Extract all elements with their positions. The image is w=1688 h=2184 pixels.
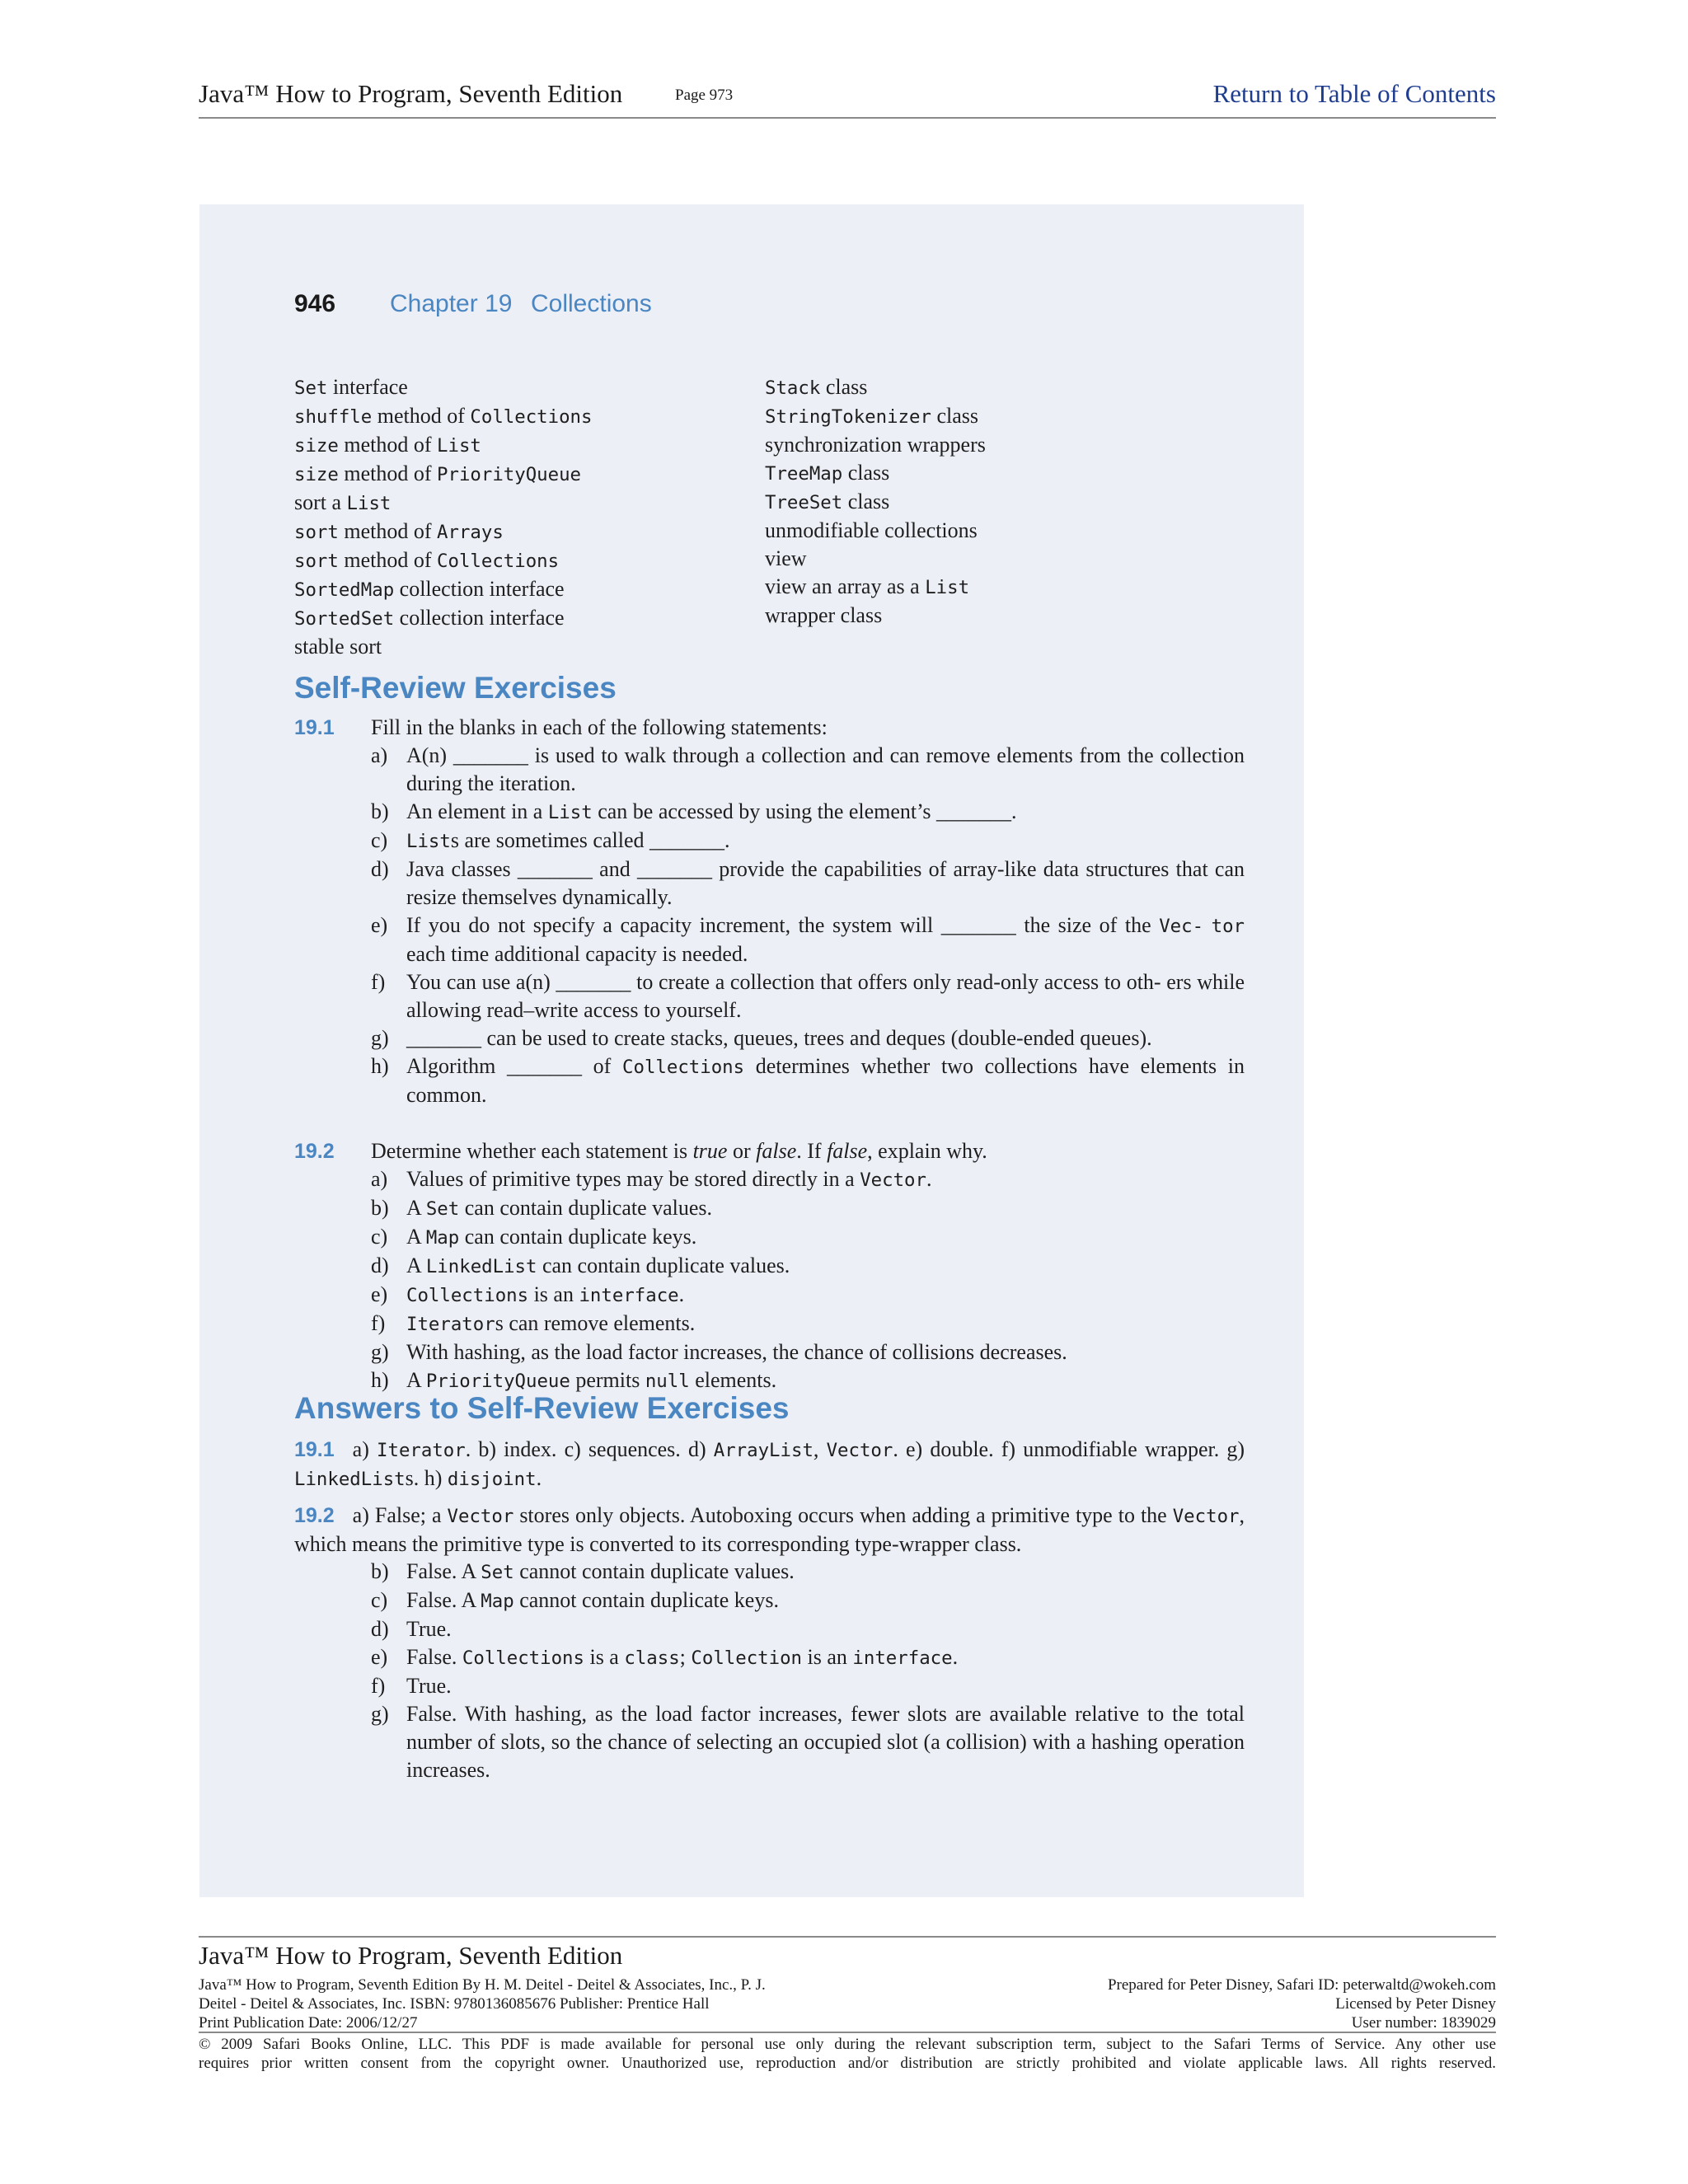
text-run: is an [528, 1282, 579, 1306]
footer-book-info: Java™ How to Program, Seventh Edition By H. M. Deitel - Deitel & Associates, Inc., P. J. [199, 1976, 766, 1994]
text-run: synchronization wrappers [765, 433, 986, 457]
text-run: A [406, 1368, 426, 1392]
item-label: g) [371, 1340, 389, 1364]
index-term [765, 373, 986, 402]
list-item [371, 1338, 1245, 1366]
code-text: interface [579, 1285, 679, 1306]
code-text: PriorityQueue [437, 464, 582, 485]
list-item [371, 1024, 1245, 1052]
text-run: is a [584, 1645, 625, 1669]
text-run: method of [338, 433, 438, 457]
text-run: , which means the primitive type is converted to its corresponding type-wrapper class. [294, 1503, 1245, 1556]
code-text: Collections [462, 1647, 584, 1669]
text-run: With hashing, as the load factor increases, the chance of collisions decreases. [406, 1340, 1067, 1364]
index-term [294, 575, 592, 604]
item-label: b) [371, 1196, 389, 1220]
answer-text [294, 1503, 1245, 1556]
index-term [765, 573, 986, 602]
code-text: Collection [691, 1647, 803, 1669]
footer-book-title: Java™ How to Program, Seventh Edition [199, 1941, 623, 1970]
text-run: view [765, 546, 807, 570]
text-run: a) False; a [352, 1503, 448, 1527]
index-term [765, 459, 986, 488]
index-term [294, 633, 592, 661]
text-run: A [406, 1225, 426, 1249]
text-run: can contain duplicate keys. [459, 1225, 697, 1249]
text-run: You can use a(n) _______ to create a collection that offers only read-only access to oth- ers while allowing read–write access to yourself. [406, 970, 1245, 1022]
index-term [294, 489, 592, 518]
emphasis-text: false [756, 1139, 797, 1163]
text-run: . If [796, 1139, 828, 1163]
code-text: Collections [437, 551, 560, 572]
code-text: size [294, 435, 339, 457]
text-run: s. h) [405, 1466, 448, 1490]
list-item [371, 742, 1245, 798]
item-label: c) [371, 1225, 388, 1249]
list-item [371, 1194, 1245, 1223]
code-text: null [645, 1371, 690, 1392]
answer-number: 19.1 [294, 1438, 335, 1461]
list-item [371, 1558, 1245, 1586]
item-label: f) [371, 970, 386, 994]
exercise-number: 19.2 [294, 1140, 335, 1163]
exercise-number: 19.1 [294, 716, 335, 739]
code-text: PriorityQueue [425, 1371, 570, 1392]
text-run: . [926, 1167, 932, 1191]
book-page [199, 204, 1304, 1897]
item-label: c) [371, 1588, 388, 1612]
index-term [294, 373, 592, 402]
code-text: Vector [447, 1506, 514, 1527]
code-text: List [547, 802, 593, 823]
list-item [371, 1281, 1245, 1310]
item-label: c) [371, 828, 388, 852]
code-text: Set [481, 1562, 514, 1583]
item-label: b) [371, 1559, 389, 1583]
text-run: can contain duplicate values. [537, 1254, 790, 1277]
text-run: Values of primitive types may be stored directly in a [406, 1167, 860, 1191]
text-run: method of [338, 548, 438, 572]
code-text: List [406, 831, 451, 852]
text-run: True. [406, 1617, 452, 1641]
answer-text [294, 1437, 1245, 1490]
page-number: 946 [294, 290, 336, 317]
text-run: s can remove elements. [495, 1311, 696, 1335]
code-text: Stack [765, 377, 821, 399]
index-term [765, 517, 986, 545]
index-term [294, 431, 592, 460]
code-text: tor [1211, 916, 1245, 937]
code-text: interface [852, 1647, 953, 1669]
item-label: g) [371, 1702, 389, 1726]
list-item [371, 1165, 1245, 1194]
text-run: False. With hashing, as the load factor increases, fewer slots are available relative to the total number of slots, so the chance of selecting an occupied slot (a collision) with a hashing operation increases. [406, 1702, 1245, 1782]
text-run: class [842, 490, 890, 513]
code-text: TreeSet [765, 492, 843, 513]
footer-divider [199, 1936, 1496, 1938]
list-item [371, 912, 1245, 968]
code-text: StringTokenizer [765, 406, 931, 428]
footer-pub-date: Print Publication Date: 2006/12/27 [199, 2014, 418, 2032]
self-review-heading: Self-Review Exercises [294, 671, 617, 705]
code-text: ArrayList [713, 1440, 814, 1461]
text-run: interface [327, 375, 408, 399]
item-label: f) [371, 1674, 386, 1698]
text-run: True. [406, 1674, 452, 1698]
code-text: LinkedList [294, 1469, 406, 1490]
answer-number: 19.2 [294, 1504, 335, 1527]
code-text: Vec- [1159, 916, 1204, 937]
answers-heading: Answers to Self-Review Exercises [294, 1391, 790, 1425]
text-run: Java classes _______ and _______ provide the capabilities of array-like data structures that can resize themselves dynamically. [406, 857, 1245, 909]
code-text: LinkedList [425, 1256, 537, 1277]
text-run [1203, 913, 1212, 937]
text-run: can be accessed by using the element’s _______. [592, 799, 1017, 823]
text-run: each time additional capacity is needed. [406, 942, 748, 966]
item-label: e) [371, 913, 388, 937]
code-text: shuffle [294, 406, 373, 428]
code-text: Set [294, 377, 328, 399]
code-text: Collections [470, 406, 593, 428]
index-term [765, 488, 986, 517]
book-title: Java™ How to Program, Seventh Edition [199, 79, 623, 108]
item-label: d) [371, 857, 389, 881]
index-term [765, 602, 986, 630]
text-run: method of [338, 519, 438, 543]
footer-prepared-for: Prepared for Peter Disney, Safari ID: peterwaltd@wokeh.com [1107, 1976, 1496, 1994]
exercise-prompt [371, 1137, 987, 1165]
code-text: Map [481, 1591, 514, 1612]
key-terms-left-column [294, 373, 592, 661]
code-text: Set [425, 1198, 460, 1220]
list-item [371, 1252, 1245, 1281]
text-run: class [820, 375, 868, 399]
text-run: . b) index. c) sequences. d) [465, 1437, 714, 1461]
item-label: e) [371, 1645, 388, 1669]
index-term [294, 518, 592, 546]
text-run: . [952, 1645, 959, 1669]
text-run: view an array as a [765, 574, 926, 598]
text-run: sort a [294, 490, 347, 514]
text-run: method of [372, 404, 471, 428]
code-text: Collections [622, 1057, 745, 1078]
text-run: stable sort [294, 635, 382, 658]
code-text: Vector [860, 1169, 926, 1191]
text-run: A(n) _______ is used to walk through a collection and can remove elements from the collection during the iteration. [406, 743, 1245, 795]
index-term [765, 545, 986, 573]
text-run: Determine whether each statement is [371, 1139, 693, 1163]
footer-book-info: Deitel - Deitel & Associates, Inc. ISBN: 9780136085676 Publisher: Prentice Hall [199, 1995, 710, 2013]
text-run: unmodifiable collections [765, 518, 978, 542]
footer-licensed-by: Licensed by Peter Disney [1335, 1995, 1496, 2013]
exercise-prompt: Fill in the blanks in each of the following statements: [371, 715, 828, 739]
exercise-19-1-items [371, 742, 1245, 1109]
text-run: can contain duplicate values. [459, 1196, 713, 1220]
text-run: s are sometimes called _______. [450, 828, 730, 852]
footer-divider [199, 2032, 1496, 2033]
text-run: A [406, 1196, 426, 1220]
text-run: . e) double. f) unmodifiable wrapper. g) [893, 1437, 1245, 1461]
list-item [371, 855, 1245, 912]
text-run: If you do not specify a capacity increment, the system will _______ the size of the [406, 913, 1160, 937]
item-label: d) [371, 1254, 389, 1277]
emphasis-text: false [827, 1139, 868, 1163]
code-text: Map [425, 1227, 460, 1249]
item-label: f) [371, 1311, 386, 1335]
text-run: cannot contain duplicate values. [513, 1559, 795, 1583]
code-text: Collections [406, 1285, 529, 1306]
item-label: h) [371, 1368, 389, 1392]
item-label: a) [371, 743, 388, 767]
answer-19-2 [294, 1502, 1245, 1558]
code-text: Vector [1172, 1506, 1240, 1527]
code-text: sort [294, 551, 339, 572]
text-run: , [813, 1437, 827, 1461]
list-item [371, 827, 1245, 855]
footer-copyright: requires prior written consent from the copyright owner. Unauthorized use, reproduction and/or distribution are strictly prohibited and violate applicable laws. All rights reserved. [199, 2055, 1496, 2072]
item-label: e) [371, 1282, 388, 1306]
item-label: h) [371, 1054, 389, 1078]
item-label: a) [371, 1167, 388, 1191]
index-term [294, 402, 592, 431]
code-text: Iterator [406, 1314, 495, 1335]
code-text: Iterator [377, 1440, 466, 1461]
chapter-label: Chapter 19 [390, 290, 513, 317]
text-run: Algorithm _______ of [406, 1054, 623, 1078]
text-run: is an [802, 1645, 853, 1669]
list-item [371, 1700, 1245, 1784]
code-text: List [346, 493, 392, 514]
list-item [371, 1672, 1245, 1700]
code-text: size [294, 464, 339, 485]
answer-19-1 [294, 1436, 1245, 1493]
list-item [371, 1643, 1245, 1672]
list-item [371, 1615, 1245, 1643]
text-run: collection interface [394, 577, 565, 601]
item-label: g) [371, 1026, 389, 1050]
emphasis-text: true [692, 1139, 728, 1163]
code-text: disjoint [447, 1469, 537, 1490]
index-term [294, 460, 592, 489]
text-run: False. A [406, 1588, 481, 1612]
list-item [371, 1223, 1245, 1252]
text-run: . [678, 1282, 685, 1306]
list-item [371, 1310, 1245, 1338]
code-text: List [925, 577, 970, 598]
text-run: elements. [689, 1368, 777, 1392]
text-run: determines whether two collections have elements in common. [406, 1054, 1245, 1107]
text-run: a) [352, 1437, 377, 1461]
footer-user-number: User number: 1839029 [1351, 2014, 1496, 2032]
text-run: method of [338, 462, 438, 485]
index-term [765, 402, 986, 431]
index-term [765, 431, 986, 459]
code-text: class [624, 1647, 680, 1669]
exercise-19-2-items [371, 1165, 1245, 1395]
list-item [371, 798, 1245, 827]
text-run: collection interface [394, 606, 565, 630]
index-term [294, 546, 592, 575]
text-run: class [931, 404, 978, 428]
text-run: False. [406, 1645, 462, 1669]
text-run: wrapper class [765, 603, 883, 627]
key-terms-right-column [765, 373, 986, 630]
footer-copyright: © 2009 Safari Books Online, LLC. This PDF is made available for personal use only during the relevant subscription term, subject to the Safari Terms of Service. Any other use [199, 2036, 1496, 2053]
text-run: ; [679, 1645, 692, 1669]
code-text: Arrays [437, 522, 504, 543]
code-text: List [437, 435, 481, 457]
text-run: A [406, 1254, 426, 1277]
item-label: d) [371, 1617, 389, 1641]
answer-19-2-items [371, 1558, 1245, 1784]
code-text: sort [294, 522, 339, 543]
text-run: or [727, 1139, 757, 1163]
chapter-name: Collections [531, 290, 652, 317]
code-text: SortedMap [294, 579, 395, 601]
running-header [199, 79, 1496, 119]
item-label: b) [371, 799, 389, 823]
text-run: _______ can be used to create stacks, queues, trees and deques (double-ended queues). [406, 1026, 1152, 1050]
code-text: Vector [826, 1440, 893, 1461]
page-reference: Page 973 [675, 87, 734, 104]
text-run: . [536, 1466, 542, 1490]
list-item [371, 968, 1245, 1024]
text-run: , explain why. [867, 1139, 987, 1163]
list-item [371, 1052, 1245, 1109]
index-term [294, 604, 592, 633]
text-run: False. A [406, 1559, 481, 1583]
text-run: class [842, 461, 890, 485]
return-to-toc-link[interactable]: Return to Table of Contents [1212, 79, 1496, 108]
code-text: TreeMap [765, 463, 843, 485]
code-text: SortedSet [294, 608, 395, 630]
text-run: stores only objects. Autoboxing occurs when adding a primitive type to the [513, 1503, 1173, 1527]
text-run: permits [570, 1368, 645, 1392]
text-run: cannot contain duplicate keys. [513, 1588, 779, 1612]
list-item [371, 1586, 1245, 1615]
text-run: An element in a [406, 799, 548, 823]
